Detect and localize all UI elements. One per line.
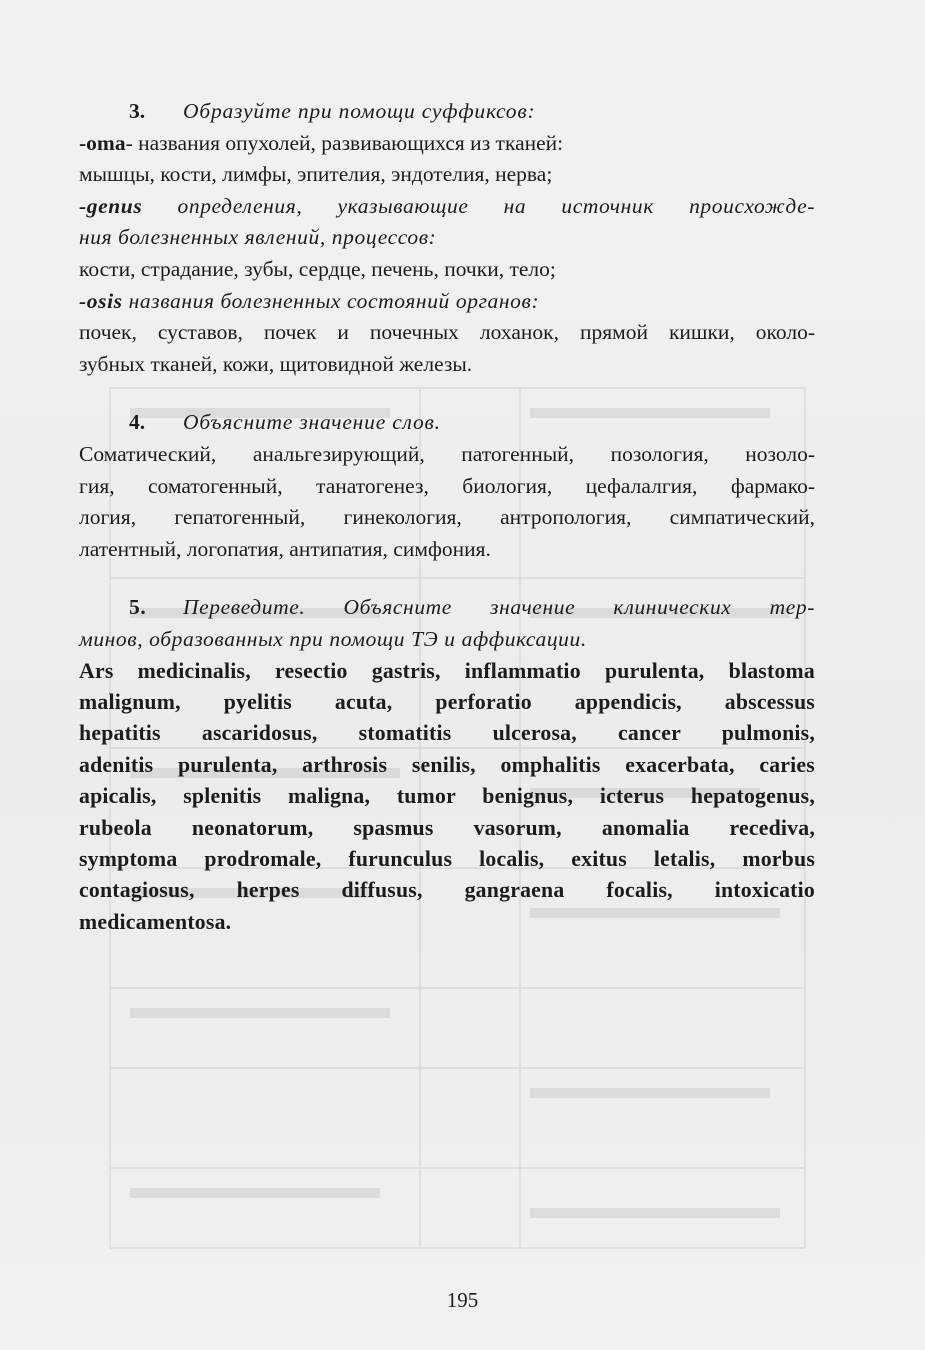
suffix-oma: -oma <box>79 130 126 155</box>
suffix-genus-words: кости, страдание, зубы, сердце, печень, почки, тело; <box>79 256 556 281</box>
exercise-3 <box>79 96 815 380</box>
exercise-5-instruction-1: Переведите. Объясните значение клинических тер- <box>183 595 815 620</box>
suffix-osis-words-1: почек, суставов, почек и почечных лоханок, прямой кишки, около- <box>79 320 815 345</box>
terms-line: malignum, pyelitis acuta, perforatio appendicis, abscessus <box>79 689 815 714</box>
exercise-3-instruction: Образуйте при помощи суффиксов: <box>183 99 536 123</box>
suffix-genus-description-1: определения, указывающие на источник происхожде- <box>142 193 815 218</box>
page-content <box>79 96 815 938</box>
suffix-osis: -osis <box>79 288 123 313</box>
terms-line: symptoma prodromale, furunculus localis, exitus letalis, morbus <box>79 846 815 871</box>
suffix-genus: -genus <box>79 193 143 218</box>
exercise-4-words-line: логия, гепатогенный, гинекология, антропология, симпатический, <box>79 505 815 530</box>
exercise-3-number: 3. <box>129 99 146 123</box>
exercise-5-number: 5. <box>129 595 147 620</box>
exercise-4-number: 4. <box>129 410 146 435</box>
terms-line: Ars medicinalis, resectio gastris, inflammatio purulenta, blastoma <box>79 658 815 683</box>
terms-line: hepatitis ascaridosus, stomatitis ulcerosa, cancer pulmonis, <box>79 721 815 746</box>
exercise-5-instruction-2: минов, образованных при помощи ТЭ и аффиксации. <box>79 626 587 651</box>
page-number: 195 <box>446 1288 479 1312</box>
suffix-osis-description: названия болезненных состояний органов: <box>122 288 540 313</box>
exercise-5 <box>79 592 815 938</box>
terms-line: contagiosus, herpes diffusus, gangraena focalis, intoxicatio <box>79 878 815 903</box>
suffix-oma-words: мышцы, кости, лимфы, эпителия, эндотелия, нерва; <box>79 162 553 187</box>
suffix-oma-description: - названия опухолей, развивающихся из тканей: <box>125 130 564 155</box>
exercise-4-words-line: гия, соматогенный, танатогенез, биология, цефалалгия, фармако- <box>79 473 815 498</box>
exercise-4 <box>79 407 815 565</box>
terms-line: rubeola neonatorum, spasmus vasorum, anomalia recediva, <box>79 815 815 840</box>
exercise-4-words-line: латентный, логопатия, антипатия, симфония. <box>79 536 491 561</box>
suffix-genus-description-2: ния болезненных явлений, процессов: <box>79 225 437 250</box>
exercise-5-terms <box>79 656 815 939</box>
terms-line: medicamentosa. <box>79 909 232 934</box>
terms-line: adenitis purulenta, arthrosis senilis, omphalitis exacerbata, caries <box>79 752 815 777</box>
terms-line: apicalis, splenitis maligna, tumor benignus, icterus hepatogenus, <box>79 784 815 809</box>
suffix-osis-words-2: зубных тканей, кожи, щитовидной железы. <box>79 351 473 376</box>
exercise-4-words-line: Соматический, анальгезирующий, патогенный, позология, нозоло- <box>79 441 815 466</box>
exercise-4-instruction: Объясните значение слов. <box>183 410 441 435</box>
